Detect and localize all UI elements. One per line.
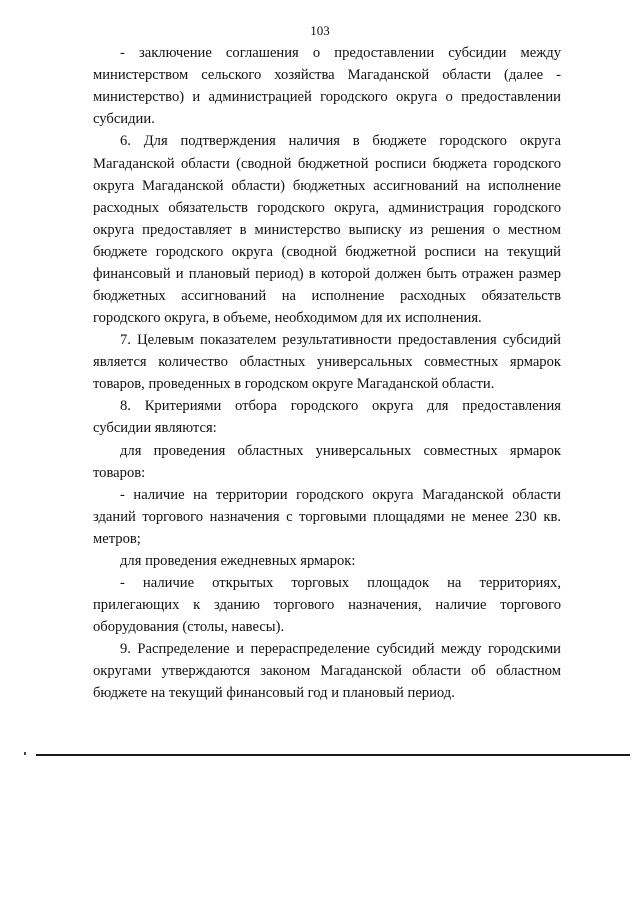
- text-line: субсидии являются:: [93, 420, 217, 436]
- text-line: округа предоставляет в министерство выписку из решения о местном: [93, 222, 561, 238]
- text-line: округами утверждаются законом Магаданской области об областном: [93, 663, 561, 679]
- text-line: бюджетных ассигнований на исполнение расходных обязательств: [93, 288, 561, 304]
- text-line: городского округа, в объеме, необходимом для их исполнения.: [93, 310, 482, 326]
- text-line: округа Магаданской области) бюджетных ассигнований на исполнение: [93, 178, 561, 194]
- text-line: 6. Для подтверждения наличия в бюджете городского округа: [120, 133, 561, 149]
- text-line: для проведения ежедневных ярмарок:: [120, 553, 356, 569]
- text-line: - заключение соглашения о предоставлении субсидии между: [120, 45, 561, 61]
- text-line: зданий торгового назначения с торговыми площадями не менее 230 кв.: [93, 509, 561, 525]
- text-line: метров;: [93, 531, 141, 547]
- text-line: министерство) и администрацией городского округа о предоставлении: [93, 89, 561, 105]
- horizontal-divider: [36, 754, 630, 756]
- text-line: - наличие открытых торговых площадок на территориях,: [120, 575, 561, 591]
- text-line: оборудования (столы, навесы).: [93, 619, 285, 635]
- text-line: финансовый и плановый период) в которой должен быть отражен размер: [93, 266, 561, 282]
- text-line: прилегающих к зданию торгового назначения, наличие торгового: [93, 597, 561, 613]
- text-line: товаров, проведенных в городском округе Магаданской области.: [93, 376, 495, 392]
- text-line: бюджете городского округа (сводной бюджетной росписи на текущий: [93, 244, 561, 260]
- text-line: товаров:: [93, 465, 146, 481]
- text-line: министерством сельского хозяйства Магаданской области (далее -: [93, 67, 561, 83]
- text-line: 9. Распределение и перераспределение субсидий между городскими: [120, 641, 561, 657]
- text-line: является количество областных универсальных совместных ярмарок: [93, 354, 561, 370]
- text-line: Магаданской области (сводной бюджетной росписи бюджета городского: [93, 156, 561, 172]
- page-number: 103: [310, 23, 330, 38]
- text-line: - наличие на территории городского округа Магаданской области: [120, 487, 561, 503]
- text-line: расходных обязательств городского округа, администрация городского: [93, 200, 561, 216]
- text-line: 7. Целевым показателем результативности предоставления субсидий: [120, 332, 561, 348]
- text-line: 8. Критериями отбора городского округа для предоставления: [120, 398, 561, 414]
- scan-mark: [24, 752, 26, 755]
- text-line: бюджете на текущий финансовый год и плановый период.: [93, 685, 455, 701]
- text-line: для проведения областных универсальных совместных ярмарок: [120, 443, 561, 459]
- text-line: субсидии.: [93, 111, 155, 127]
